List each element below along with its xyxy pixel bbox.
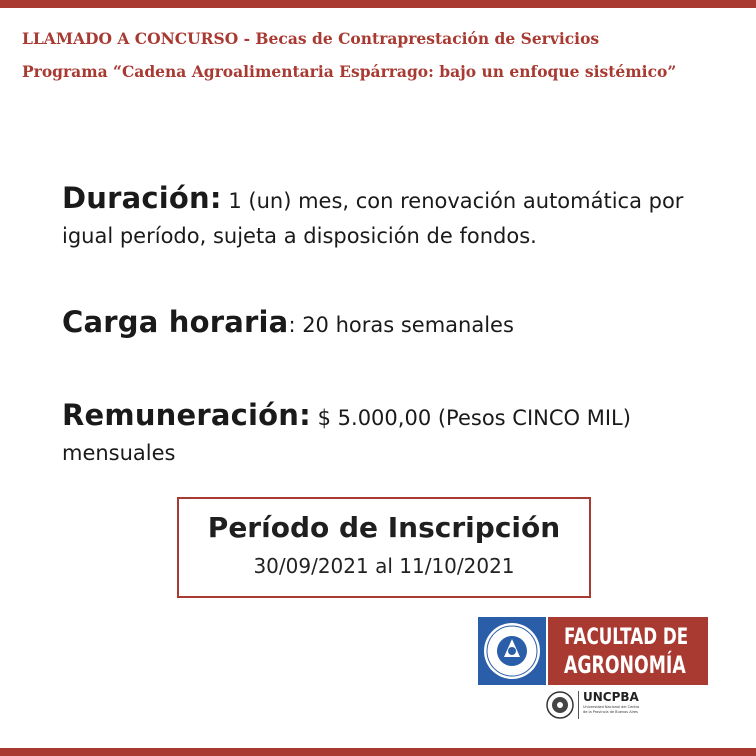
remuneration-paragraph — [62, 398, 732, 471]
duration-paragraph — [62, 181, 732, 254]
university-separator — [578, 691, 579, 719]
top-accent-bar — [0, 0, 756, 8]
program-title: Programa “Cadena Agroalimentaria Espárrago: bajo un enfoque sistémico” — [22, 62, 677, 81]
faculty-seal-logo — [478, 617, 546, 685]
duration-text: 1 (un) mes, con renovación automática por igual período, sujeta a disposición de fondos. — [62, 189, 684, 248]
faculty-logo-line1: FACULTAD DE — [564, 625, 689, 650]
bottom-accent-bar — [0, 748, 756, 756]
duration-label: Duración: — [62, 181, 222, 215]
workload-paragraph — [62, 305, 732, 343]
university-name: UNCPBA — [583, 690, 639, 704]
university-subtitle — [583, 705, 653, 714]
university-subtitle-line2: de la Provincia de Buenos Aires — [583, 709, 638, 714]
remuneration-label: Remuneración: — [62, 398, 311, 432]
workload-text: : 20 horas semanales — [288, 313, 514, 337]
remuneration-text: $ 5.000,00 (Pesos CINCO MIL) mensuales — [62, 406, 631, 465]
registration-period-box — [177, 497, 591, 598]
university-seal-icon — [546, 691, 574, 719]
call-title: LLAMADO A CONCURSO - Becas de Contraprestación de Servicios — [22, 29, 600, 48]
registration-period-title: Período de Inscripción — [207, 511, 561, 544]
registration-period-dates: 30/09/2021 al 11/10/2021 — [253, 554, 515, 578]
faculty-logo-line2: AGRONOMÍA — [564, 651, 686, 679]
workload-label: Carga horaria — [62, 305, 289, 339]
faculty-logo-block — [548, 617, 708, 685]
university-subtitle-line1: Universidad Nacional del Centro — [583, 705, 640, 709]
